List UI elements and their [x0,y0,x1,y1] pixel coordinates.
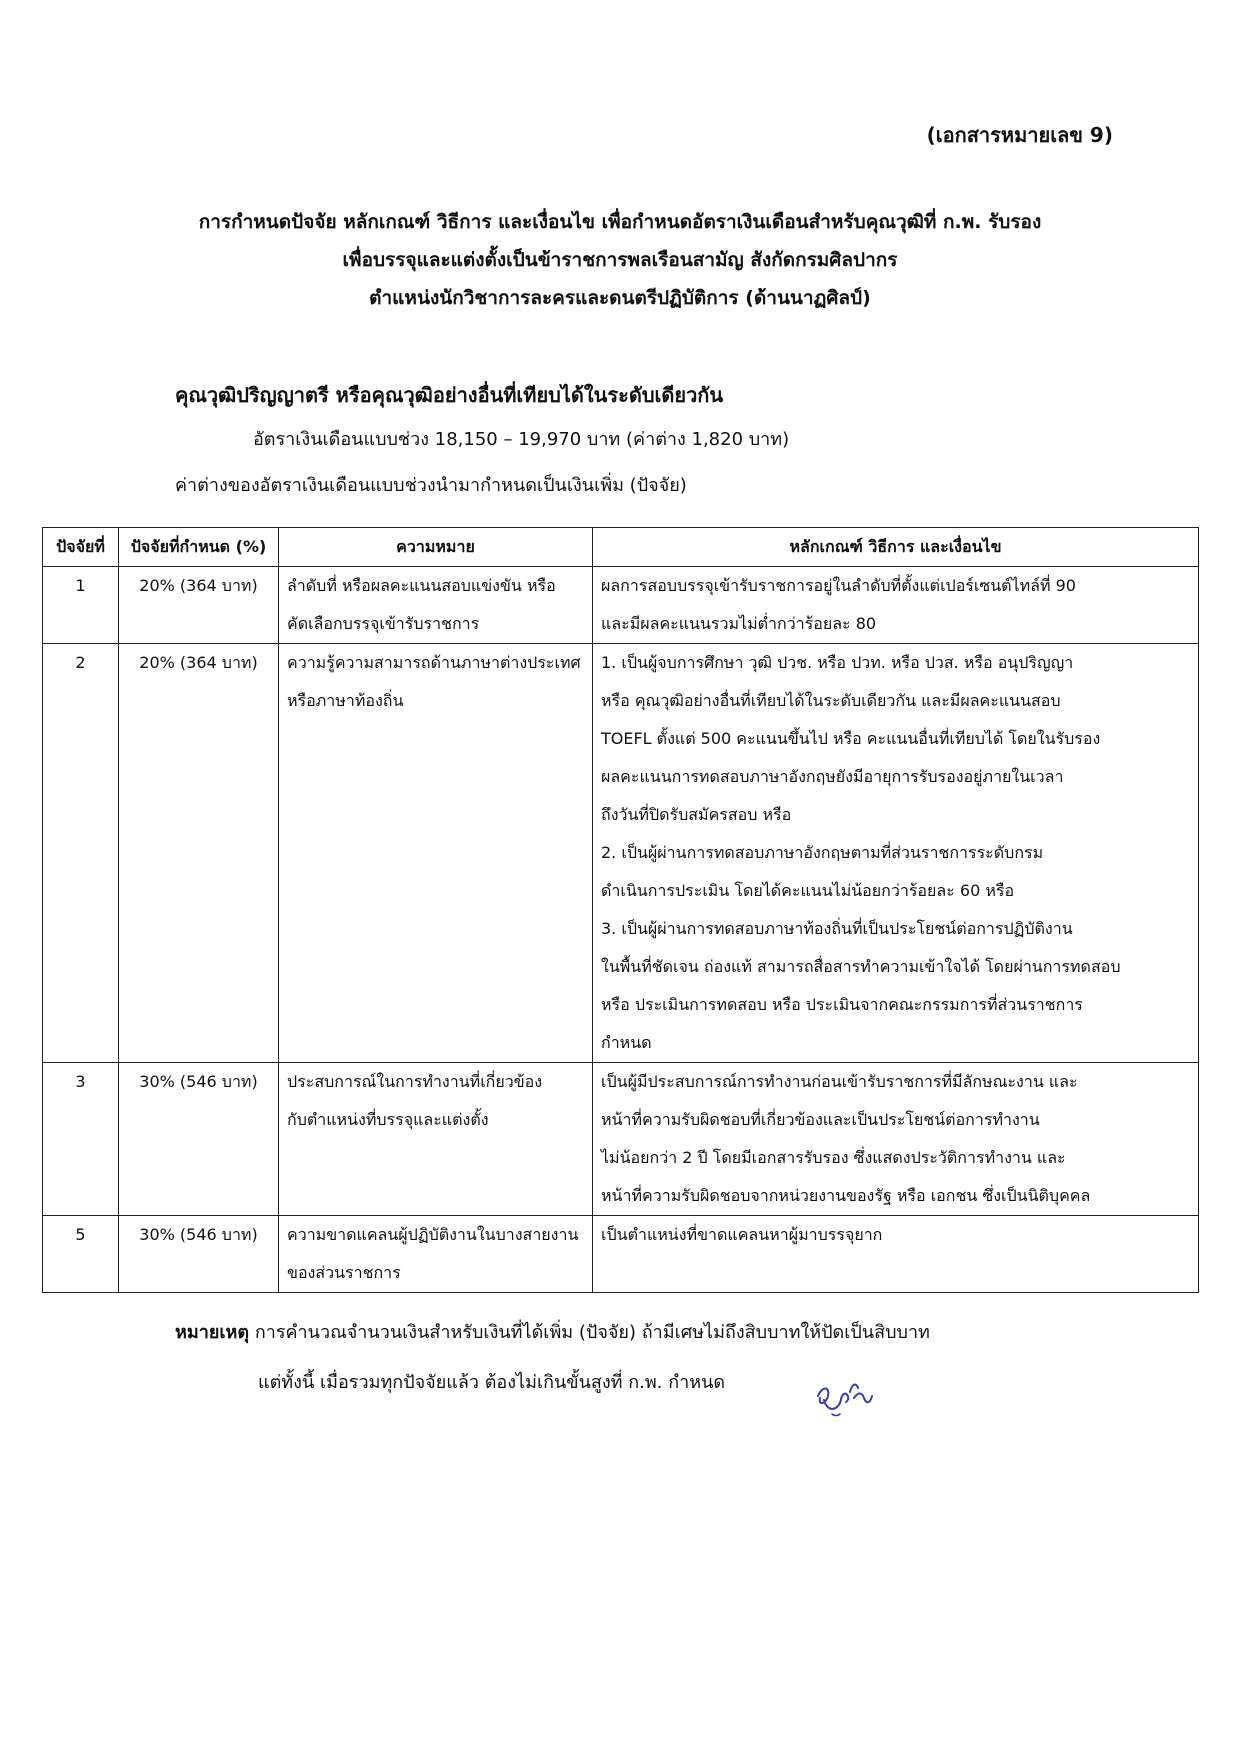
header-factor-no: ปัจจัยที่ [43,528,119,567]
salary-difference-text: ค่าต่างของอัตราเงินเดือนแบบช่วงนำมากำหนดเป็นเงินเพิ่ม (ปัจจัย) [175,475,687,496]
meaning-cell [279,1216,593,1293]
meaning-line: คัดเลือกบรรจุเข้ารับราชการ [287,614,480,633]
criteria-line: หรือ คุณวุฒิอย่างอื่นที่เทียบได้ในระดับเดียวกัน และมีผลคะแนนสอบ [601,691,1061,710]
table-row [43,1216,1199,1293]
header-criteria: หลักเกณฑ์ วิธีการ และเงื่อนไข [593,528,1199,567]
note-line-2: แต่ทั้งนี้ เมื่อรวมทุกปัจจัยแล้ว ต้องไม่เกินขั้นสูงที่ ก.พ. กำหนด [258,1372,726,1393]
criteria-line: 2. เป็นผู้ผ่านการทดสอบภาษาอังกฤษตามที่ส่วนราชการระดับกรม [601,843,1044,862]
table-row [43,1063,1199,1216]
meaning-line: ลำดับที่ หรือผลคะแนนสอบแข่งขัน หรือ [287,576,556,595]
meaning-line: หรือภาษาท้องถิ่น [287,691,404,710]
criteria-line: เป็นผู้มีประสบการณ์การทำงานก่อนเข้ารับราชการที่มีลักษณะงาน และ [601,1072,1078,1091]
factor-no-cell: 2 [43,644,119,1063]
factor-percent-cell: 20% (364 บาท) [119,644,279,1063]
criteria-line: ผลการสอบบรรจุเข้ารับราชการอยู่ในลำดับที่ตั้งแต่เปอร์เซนต์ไทล์ที่ 90 [601,576,1076,595]
criteria-line: หรือ ประเมินการทดสอบ หรือ ประเมินจากคณะกรรมการที่ส่วนราชการ [601,995,1083,1014]
criteria-line: หน้าที่ความรับผิดชอบที่เกี่ยวข้องและเป็นประโยชน์ต่อการทำงาน [601,1110,1040,1129]
factor-no-cell: 5 [43,1216,119,1293]
signature-initials [812,1378,878,1418]
factor-percent-cell: 30% (546 บาท) [119,1216,279,1293]
criteria-line: ถึงวันที่ปิดรับสมัครสอบ หรือ [601,805,792,824]
criteria-line: กำหนด [601,1033,652,1052]
table-header-row [43,528,1199,567]
meaning-cell [279,644,593,1063]
criteria-line: 1. เป็นผู้จบการศึกษา วุฒิ ปวช. หรือ ปวท. หรือ ปวส. หรือ อนุปริญญา [601,653,1074,672]
criteria-line: TOEFL ตั้งแต่ 500 คะแนนขึ้นไป หรือ คะแนนอื่นที่เทียบได้ โดยในรับรอง [601,729,1101,748]
table-row [43,644,1199,1063]
criteria-cell [593,1216,1199,1293]
note-line-1: การคำนวณจำนวนเงินสำหรับเงินที่ได้เพิ่ม (ปัจจัย) ถ้ามีเศษไม่ถึงสิบบาทให้ปัดเป็นสิบบาท [254,1322,930,1343]
meaning-line: ประสบการณ์ในการทำงานที่เกี่ยวข้อง [287,1072,543,1091]
title-line-3: ตำแหน่งนักวิชาการละครและดนตรีปฏิบัติการ (ด้านนาฏศิลป์) [369,287,871,309]
criteria-line: หน้าที่ความรับผิดชอบจากหน่วยงานของรัฐ หรือ เอกชน ซึ่งเป็นนิติบุคคล [601,1186,1091,1205]
qualification-heading: คุณวุฒิปริญญาตรี หรือคุณวุฒิอย่างอื่นที่เทียบได้ในระดับเดียวกัน [175,383,724,407]
header-meaning: ความหมาย [279,528,593,567]
criteria-line: 3. เป็นผู้ผ่านการทดสอบภาษาท้องถิ่นที่เป็นประโยชน์ต่อการปฏิบัติงาน [601,919,1073,938]
criteria-line: ดำเนินการประเมิน โดยได้คะแนนไม่น้อยกว่าร้อยละ 60 หรือ [601,881,1015,900]
note-paragraph [175,1318,930,1348]
criteria-cell [593,567,1199,644]
meaning-line: กับตำแหน่งที่บรรจุและแต่งตั้ง [287,1110,489,1129]
salary-range-text: อัตราเงินเดือนแบบช่วง 18,150 – 19,970 บาท (ค่าต่าง 1,820 บาท) [253,429,790,450]
factor-no-cell: 3 [43,1063,119,1216]
header-factor-percent: ปัจจัยที่กำหนด (%) [119,528,279,567]
criteria-line: และมีผลคะแนนรวมไม่ต่ำกว่าร้อยละ 80 [601,614,877,633]
title-line-2: เพื่อบรรจุและแต่งตั้งเป็นข้าราชการพลเรือนสามัญ สังกัดกรมศิลปากร [342,249,898,271]
factor-percent-cell: 20% (364 บาท) [119,567,279,644]
meaning-line: ของส่วนราชการ [287,1263,401,1282]
criteria-cell [593,1063,1199,1216]
table-row [43,567,1199,644]
meaning-cell [279,1063,593,1216]
meaning-line: ความรู้ความสามารถด้านภาษาต่างประเทศ [287,653,581,672]
title-line-1: การกำหนดปัจจัย หลักเกณฑ์ วิธีการ และเงื่อนไข เพื่อกำหนดอัตราเงินเดือนสำหรับคุณวุฒิที่ ก.พ. รับรอง [198,211,1042,233]
meaning-line: ความขาดแคลนผู้ปฏิบัติงานในบางสายงาน [287,1225,579,1244]
criteria-line: ผลคะแนนการทดสอบภาษาอังกฤษยังมีอายุการรับรองอยู่ภายในเวลา [601,767,1064,786]
note-label: หมายเหตุ [175,1322,250,1343]
meaning-cell [279,567,593,644]
criteria-cell [593,644,1199,1063]
document-number: (เอกสารหมายเลข 9) [926,123,1113,147]
document-title [120,203,1120,317]
factor-no-cell: 1 [43,567,119,644]
criteria-line: ไม่น้อยกว่า 2 ปี โดยมีเอกสารรับรอง ซึ่งแสดงประวัติการทำงาน และ [601,1148,1066,1167]
factors-table [42,527,1199,1293]
criteria-line: เป็นตำแหน่งที่ขาดแคลนหาผู้มาบรรจุยาก [601,1225,883,1244]
criteria-line: ในพื้นที่ชัดเจน ถ่องแท้ สามารถสื่อสารทำความเข้าใจได้ โดยผ่านการทดสอบ [601,957,1121,976]
factor-percent-cell: 30% (546 บาท) [119,1063,279,1216]
